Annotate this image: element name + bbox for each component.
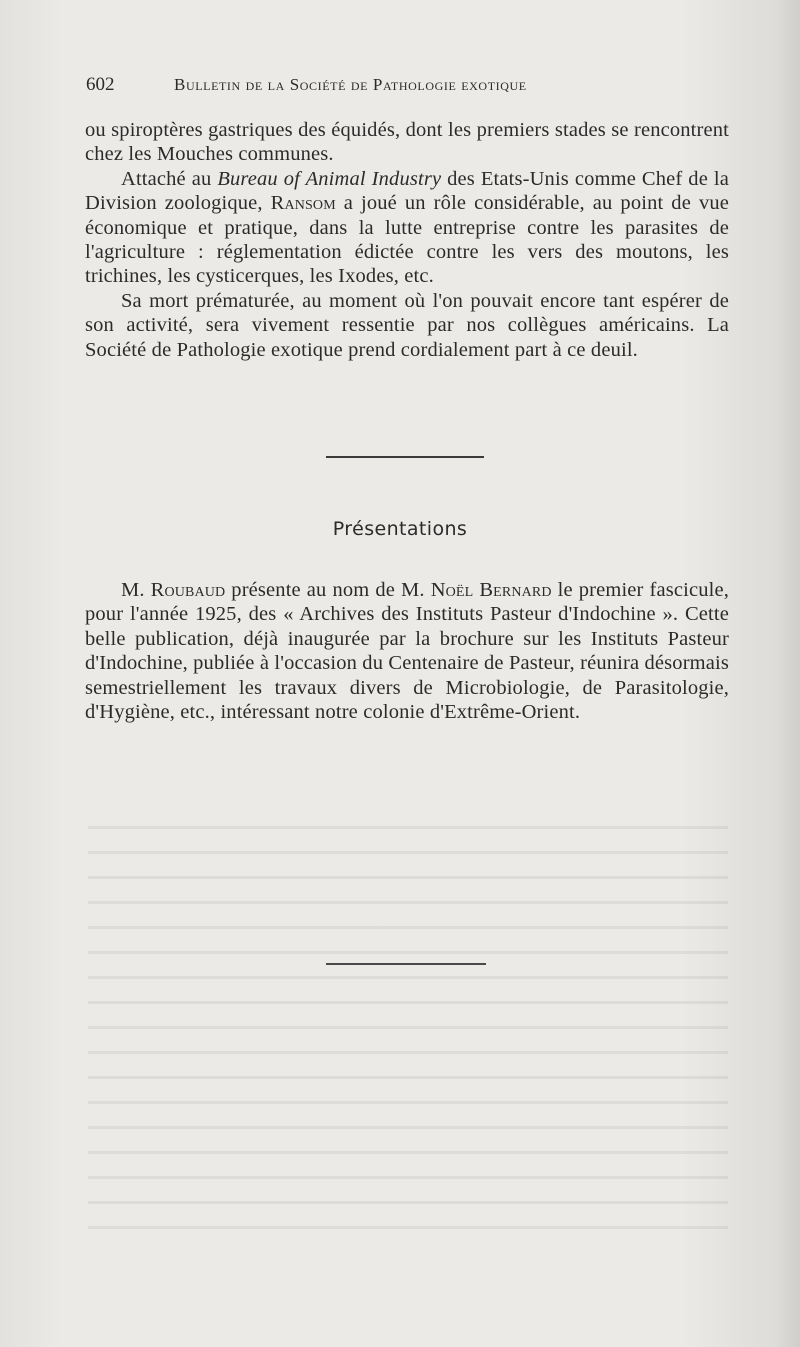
person-name-ransom: Ransom: [270, 192, 336, 215]
paragraph-2-text-a: Attaché au: [121, 167, 218, 190]
bureau-name-italic: Bureau of Animal Industry: [217, 167, 442, 190]
running-head: [86, 74, 726, 104]
presentation-text-c: le premier fascicule, pour l'année 1925, des « Archives des Instituts Pasteur d'Indochine ». Cette belle publication, déjà inaugurée par la brochure sur les Instituts Pasteur d'Indochine, publiée à l'occasion du Centenaire de Pasteur, réunira désormais semestriellement les travaux divers de Microbiologie, de Parasitologie, d'Hygiène, etc., intéressant notre colonie d'Extrême-Orient.: [85, 579, 729, 724]
paragraph-3: [85, 289, 729, 362]
presentation-text-a: M.: [121, 579, 151, 601]
section-divider-top: [326, 456, 484, 458]
paragraph-3-text: Sa mort prématurée, au moment où l'on pouvait encore tant espérer de son activité, sera vivement ressentie par nos collègues américains. La Société de Pathologie exotique prend cordialement part à ce deuil.: [85, 289, 729, 361]
paragraph-2-text-b: des Etats-Unis comme Chef de la Division zoologique,: [85, 167, 729, 215]
person-name-roubaud: Roubaud: [150, 579, 226, 601]
paragraph-1: [85, 118, 729, 167]
paragraph-1-text: ou spiroptères gastriques des équidés, dont les premiers stades se rencontrent chez les Mouches communes.: [85, 119, 729, 166]
section-heading: Présentations: [332, 518, 468, 540]
person-name-bernard: Noël Bernard: [430, 579, 552, 601]
page-number: 602: [86, 74, 115, 95]
journal-title: Bulletin de la Société de Pathologie exotique: [174, 75, 527, 94]
bleed-through-texture: [88, 812, 728, 1232]
paragraph-2: [85, 167, 729, 289]
obituary-text: [85, 118, 729, 362]
presentation-text: [85, 578, 729, 724]
presentation-paragraph: [85, 578, 729, 724]
presentation-text-b: présente au nom de M.: [225, 579, 431, 601]
paragraph-2-text-c: a joué un rôle considérable, au point de vue économique et pratique, dans la lutte entreprise contre les parasites de l'agriculture : réglementation édictée contre les vers des moutons, les trichines, les cysticerques, les Ixodes, etc.: [85, 192, 729, 288]
